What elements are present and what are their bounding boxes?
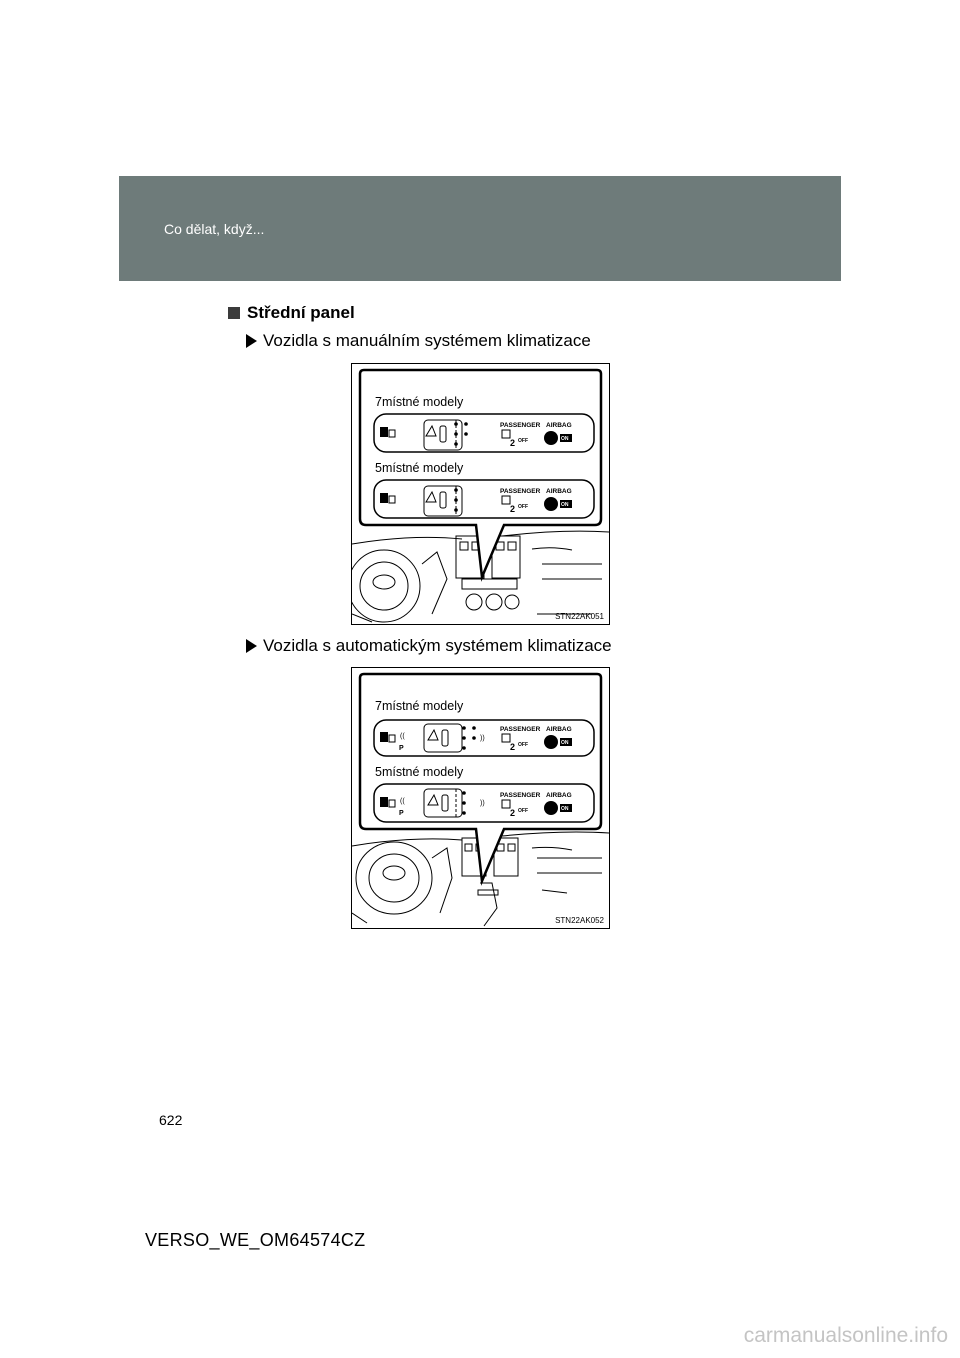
- control-panel-7-seat: [374, 720, 594, 756]
- seat-two-label: 2: [510, 742, 516, 752]
- sub-heading-text: Vozidla s automatickým systémem klimatizace: [263, 636, 612, 655]
- fan-high-icon: )): [480, 735, 485, 742]
- seat-two-label: 2: [510, 504, 516, 514]
- fan-low-icon: ((: [400, 798, 405, 805]
- label-7-seat: 7místné modely: [375, 395, 464, 409]
- control-panel-7-seat: [374, 414, 594, 452]
- figure-manual-ac: [351, 363, 610, 625]
- seat-two-label: 2: [510, 808, 516, 818]
- off-label: OFF: [518, 438, 528, 444]
- p-icon: P: [399, 810, 404, 817]
- on-label: ON: [561, 740, 569, 746]
- passenger-label: PASSENGER: [500, 422, 541, 429]
- passenger-label: PASSENGER: [500, 488, 541, 495]
- sub-heading-text: Vozidla s manuálním systémem klimatizace: [263, 331, 591, 350]
- section-heading: [228, 303, 355, 323]
- off-label: OFF: [518, 504, 528, 510]
- passenger-label: PASSENGER: [500, 726, 541, 733]
- passenger-label: PASSENGER: [500, 792, 541, 799]
- label-7-seat: 7místné modely: [375, 699, 464, 713]
- sub-heading-manual: [246, 331, 591, 351]
- off-label: OFF: [518, 742, 528, 748]
- airbag-label: AIRBAG: [546, 726, 572, 733]
- chapter-title: Co dělat, když...: [164, 221, 265, 237]
- airbag-label: AIRBAG: [546, 792, 572, 799]
- square-bullet-icon: [228, 307, 240, 319]
- airbag-label: AIRBAG: [546, 422, 572, 429]
- manual-code: VERSO_WE_OM64574CZ: [145, 1230, 366, 1250]
- on-label: ON: [561, 436, 569, 442]
- triangle-right-icon: [246, 334, 257, 348]
- figure-automatic-ac: [351, 667, 610, 929]
- label-5-seat: 5místné modely: [375, 461, 464, 475]
- on-label: ON: [561, 806, 569, 812]
- section-title: Střední panel: [247, 303, 355, 322]
- off-label: OFF: [518, 808, 528, 814]
- triangle-right-icon: [246, 639, 257, 653]
- label-5-seat: 5místné modely: [375, 765, 464, 779]
- fan-high-icon: )): [480, 800, 485, 807]
- figure-code: STN22AK051: [555, 612, 604, 621]
- sub-heading-automatic: [246, 636, 612, 656]
- control-panel-5-seat: [374, 784, 594, 822]
- watermark: carmanualsonline.info: [743, 1324, 948, 1347]
- seat-two-label: 2: [510, 438, 516, 448]
- p-icon: P: [399, 745, 404, 752]
- on-label: ON: [561, 502, 569, 508]
- page-number: 622: [159, 1112, 183, 1128]
- figure-code: STN22AK052: [555, 916, 604, 925]
- control-panel-5-seat: [374, 480, 594, 518]
- airbag-label: AIRBAG: [546, 488, 572, 495]
- page-header: [119, 176, 841, 281]
- fan-low-icon: ((: [400, 733, 405, 740]
